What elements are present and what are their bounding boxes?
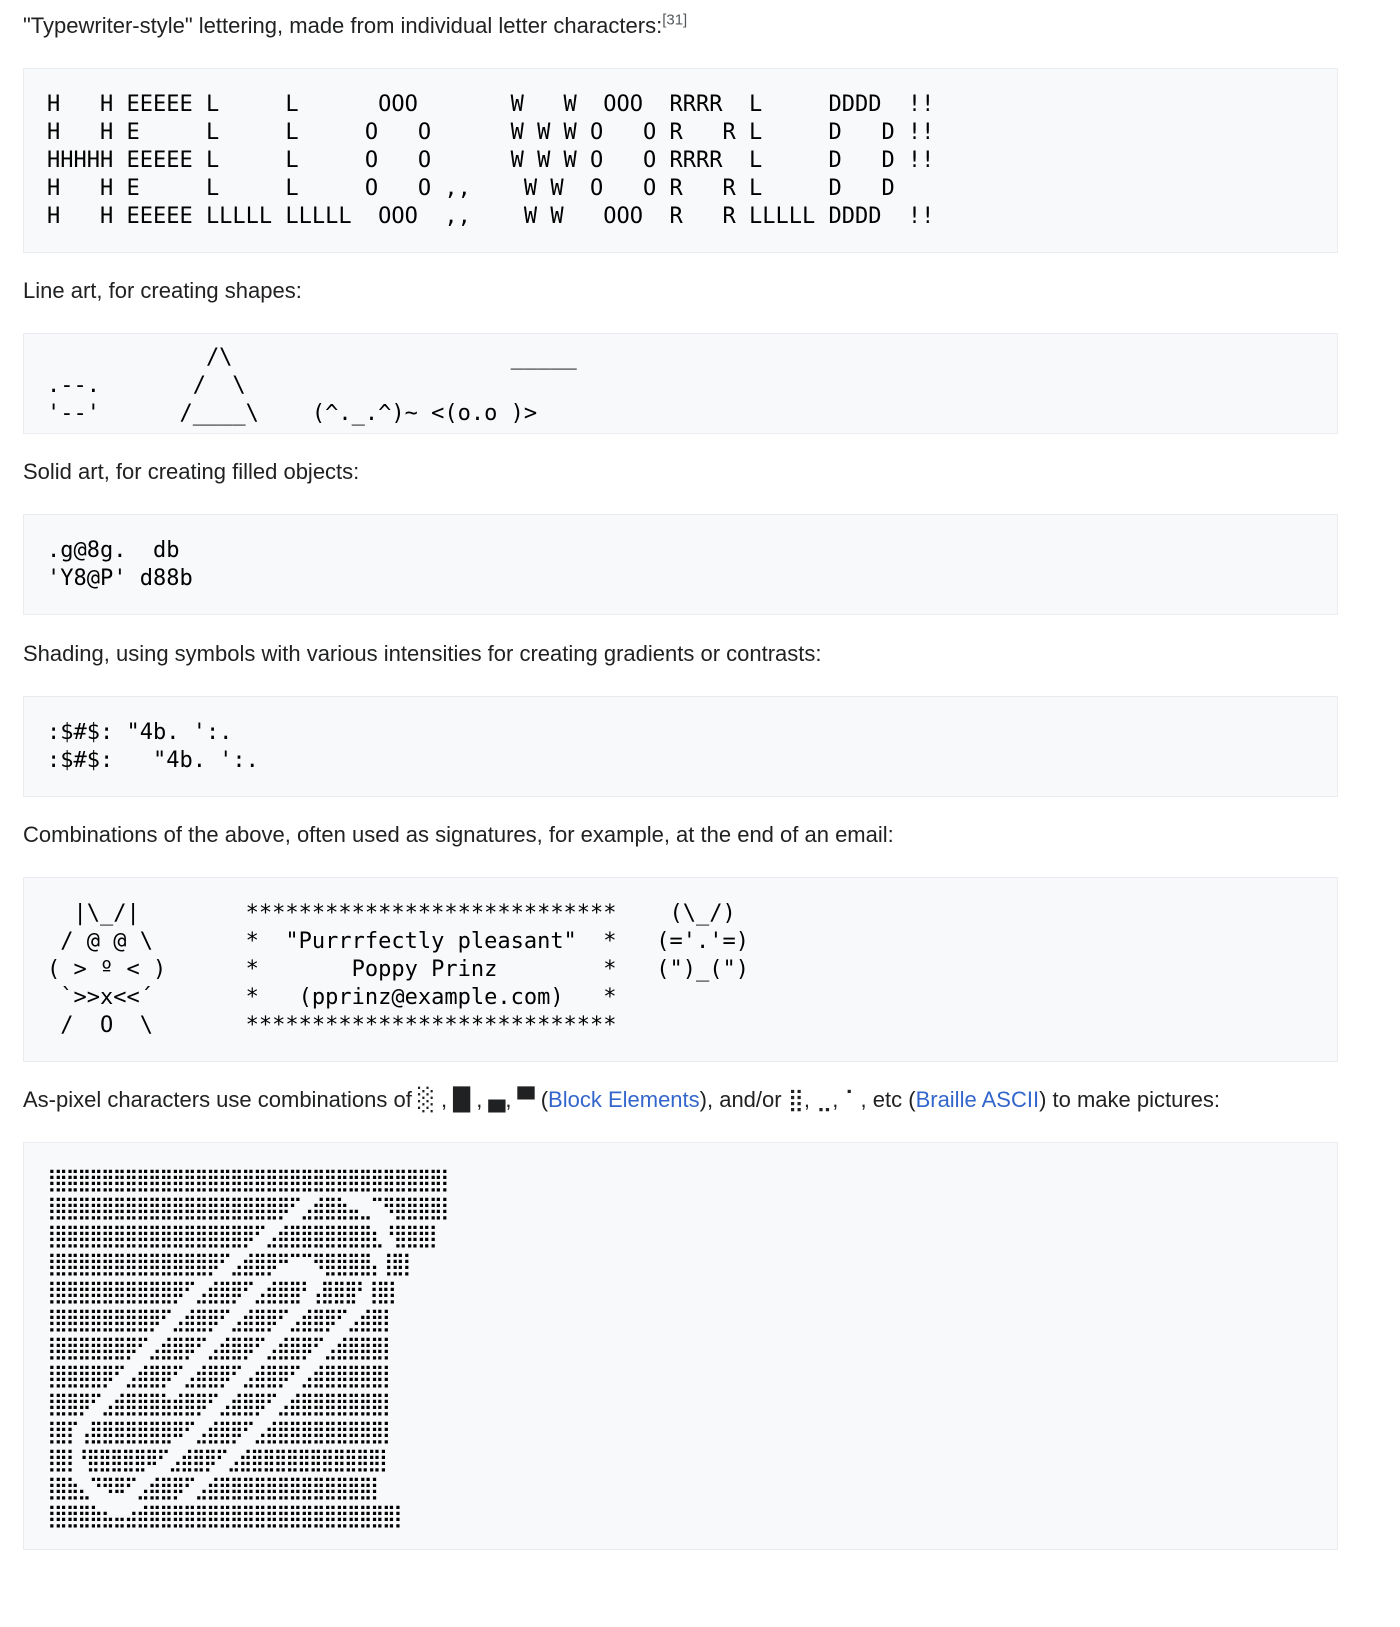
braille-lower-glyph: ⣀ xyxy=(816,1088,833,1113)
block-elements-link[interactable]: Block Elements xyxy=(548,1087,700,1112)
upper-half-block-glyph: ▀ xyxy=(517,1088,535,1113)
signature-art-block: |\_/| **************************** (\_/) / @ @ \ * "Purrrfectly pleasant" * (='.'=) ( > º < ) * Poppy Prinz * (")_(") `>>x<<´ * (pprinz@example.com) * / O \ **************************** xyxy=(23,877,1338,1062)
typewriter-lettering-art: H H EEEEE L L OOO W W OOO RRRR L DDDD !! H H E L L O O W W W O O R R L D D !! HHHHH EEEEE L L O O W W W O O RRRR L D D !! H H E L L O O ,, W W O O R R L D D H H EEEEE LLLLL LLLLL OOO ,, W W OOO R R LLLLL DDDD !! xyxy=(23,68,1338,253)
lower-half-block-glyph: ▄ xyxy=(488,1088,506,1113)
braille-dot-glyph: ⠁ xyxy=(844,1088,861,1113)
typewriter-caption: "Typewriter-style" lettering, made from individual letter characters:[31] xyxy=(23,11,688,38)
shading-art-block: :$#$: "4b. ':. :$#$: "4b. ':. xyxy=(23,696,1338,797)
line-art-block: /\ _____ .--. / \ '--' /____\ (^._.^)~ <(o.o )> xyxy=(23,333,1338,434)
signature-caption: Combinations of the above, often used as signatures, for example, at the end of an email: xyxy=(23,822,894,847)
braille-pixel-art-block: ⣿⣿⣿⣿⣿⣿⣿⣿⣿⣿⣿⣿⣿⣿⣿⣿⣿⣿⣿⣿⣿⣿⣿⣿⣿⣿⣿⣿⣿⣿⣿⣿⣿⣿ ⣿⣿⣿⣿⣿⣿⣿⣿⣿⣿⣿⣿⣿⣿⣿⣿⣿⣿⣿⣿⠟⢁⣴⣿⣿⣦⣄⡈⠙⢿⣿⣿⣿⣿ ⣿⣿⣿⣿⣿⣿⣿⣿⣿⣿⣿⣿⣿⣿⣿⣿⣿⠟⢁⣴⣿⣿⣿⣿⣿⣿⣿⣷⡀⢻⣿⣿⣿ ⣿⣿⣿⣿⣿⣿⣿⣿⣿⣿⣿⣿⣿⣿⠟⢁⣴⣿⣿⠟⠋⠉⠙⢿⣿⣿⣿⣧ ⣿⣿ ⣿⣿⣿⣿⣿⣿⣿⣿⣿⣿⣿⠟⢁⣴⣿⣿⠟⢁⣴⣿⣿⡟ ⣼⣿⣿⡟ ⣿⣿ ⣿⣿⣿⣿⣿⣿⣿⣿⣿⠟⢁⣴⣿⣿⠟⢁⣴⣿⣿⠟⢁⣴⣿⣿⠟⢁⣴⣿⣿ ⣿⣿⣿⣿⣿⣿⣿⠟⢁⣴⣿⣿⠟⢁⣴⣿⣿⠟⢁⣴⣿⣿⠟⢁⣴⣿⣿⣿⣿ ⣿⣿⣿⣿⣿⠟⢁⣴⣿⣿⠟⢁⣴⣿⣿⠟⢁⣴⣿⣿⠟⢁⣴⣿⣿⣿⣿⣿⣿ ⣿⣿⣿⠟⢁⣴⣿⣿⣿⣿⣶⣿⣿⠟⢁⣴⣿⣿⠟⢁⣴⣿⣿⣿⣿⣿⣿⣿⣿ ⣿⣿⠁⣼⣿⣿⣿⣿⣿⣿⡿⠟⢁⣴⣿⣿⠟⢁⣴⣿⣿⣿⣿⣿⣿⣿⣿⣿⣿ ⣿⣿ ⢻⣿⣿⣿⣿⡿⠟⢁⣴⣿⣿⠟⢁⣴⣿⣿⣿⣿⣿⣿⣿⣿⣿⣿⣿⣿ ⣿⣿⣦⡈⠛⠿⠟⢁⣴⣿⣿⠟⢁⣴⣿⣿⣿⣿⣿⣿⣿⣿⣿⣿⣿⣿⣿⣿ ⣿⣿⣿⣿⣶⣤⣤⣶⣿⣿⣿⣿⣿⣿⣿⣿⣿⣿⣿⣿⣿⣿⣿⣿⣿⣿⣿⣿⣿⣿ xyxy=(23,1142,1338,1550)
reference-31-link[interactable]: [31] xyxy=(662,11,688,29)
braille-full-glyph: ⣿ xyxy=(787,1088,804,1113)
light-shade-glyph: ░ xyxy=(417,1088,435,1113)
solid-art-caption: Solid art, for creating filled objects: xyxy=(23,459,360,484)
braille-ascii-link[interactable]: Braille ASCII xyxy=(915,1087,1040,1112)
shading-caption: Shading, using symbols with various intensities for creating gradients or contrasts: xyxy=(23,641,822,666)
line-art-caption: Line art, for creating shapes: xyxy=(23,278,302,303)
pixel-caption: As-pixel characters use combinations of ░ , █ , ▄, ▀ (Block Elements), and/or ⣿, ⣀, ⠁, etc (Braille ASCII) to make pictures: xyxy=(23,1087,1221,1113)
full-block-glyph: █ xyxy=(453,1088,471,1113)
solid-art-block: .g@8g. db 'Y8@P' d88b xyxy=(23,514,1338,615)
